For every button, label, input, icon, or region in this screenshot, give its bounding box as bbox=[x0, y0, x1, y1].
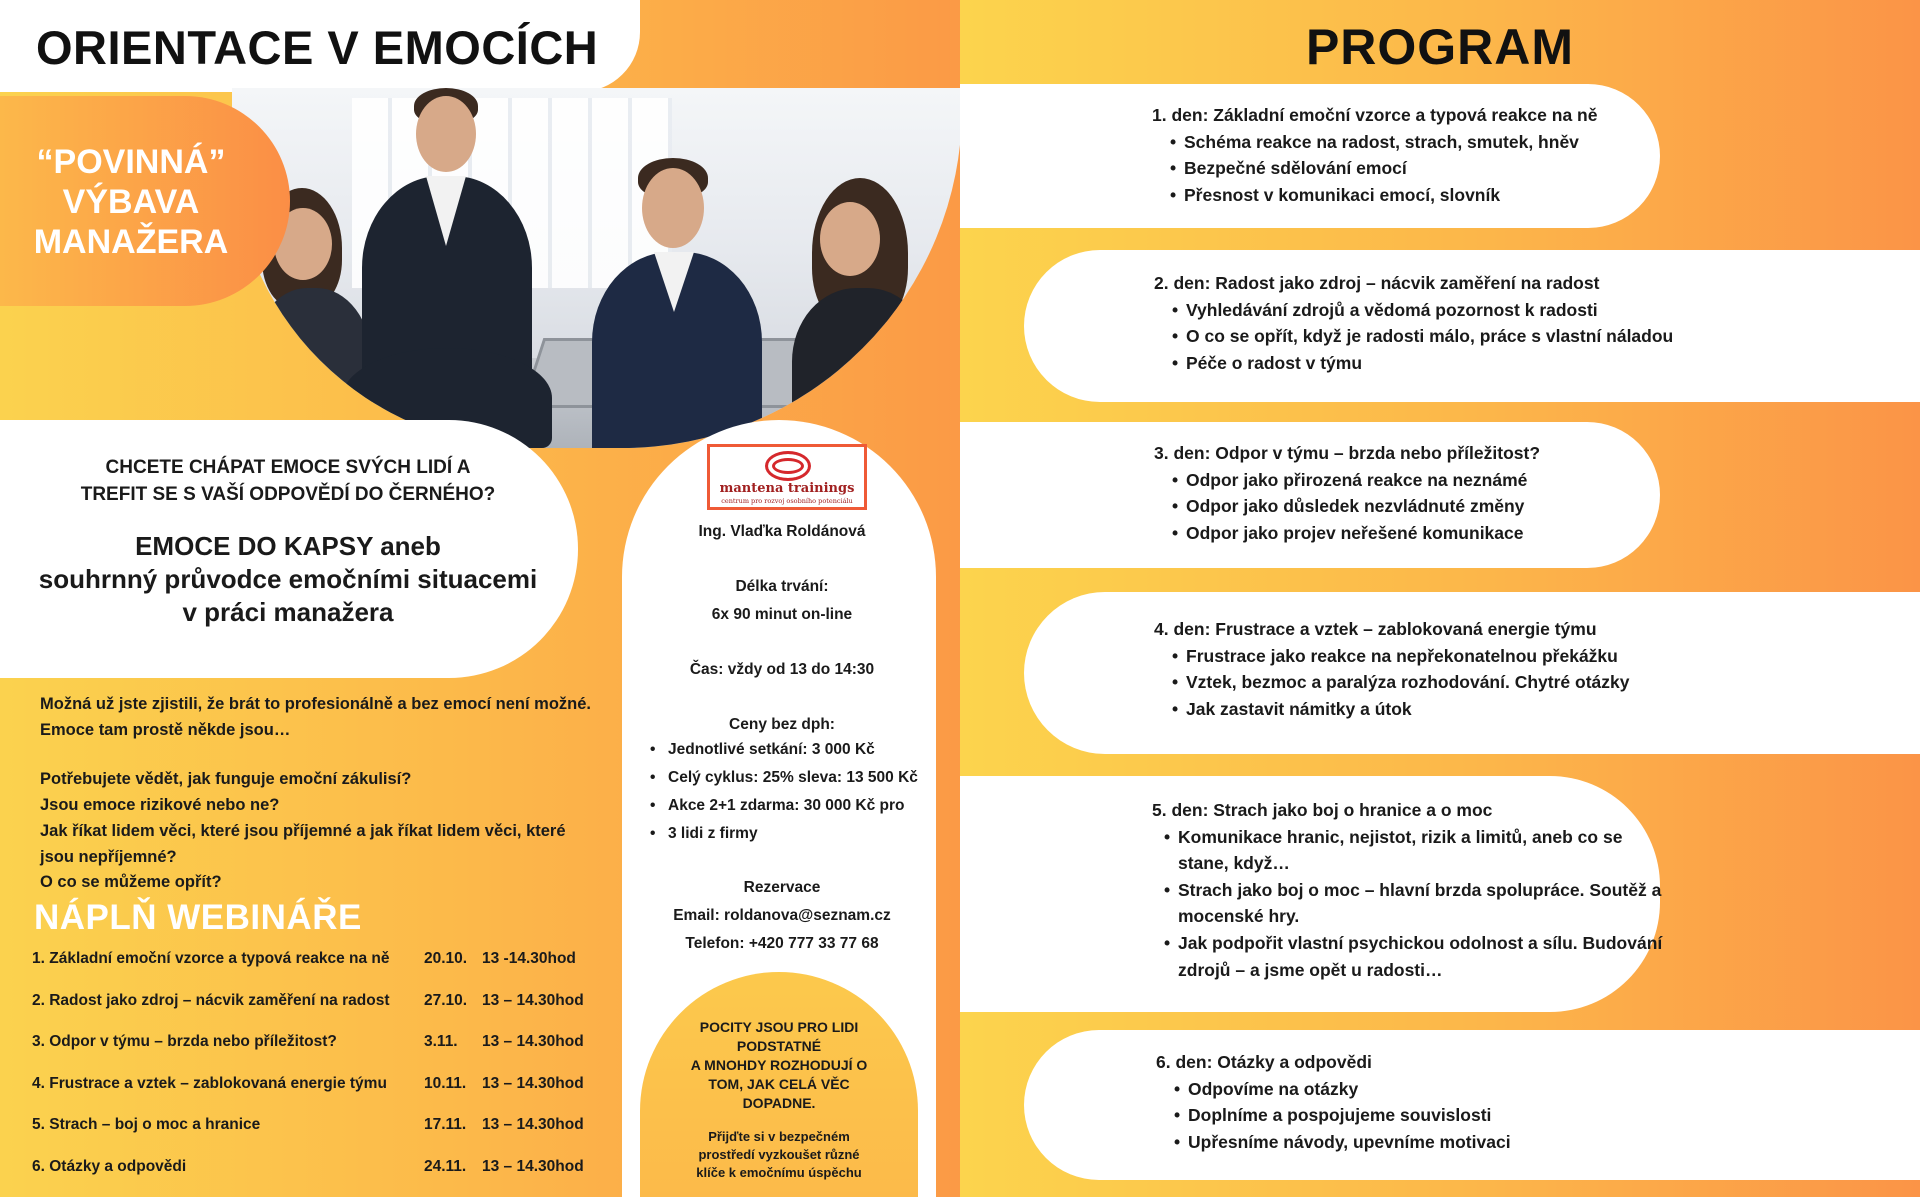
right-panel bbox=[960, 0, 1920, 1197]
day-heading: 6. den: Otázky a odpovědi bbox=[1156, 1052, 1372, 1072]
mantena-logo bbox=[707, 444, 867, 510]
day-heading: 2. den: Radost jako zdroj – nácvik zaměření na radost bbox=[1154, 273, 1600, 293]
price-list bbox=[648, 736, 938, 848]
day-item: • Vyhledávání zdrojů a vědomá pozornost k radosti bbox=[1172, 297, 1714, 324]
badge-line: VÝBAVA bbox=[62, 183, 200, 221]
schedule-row bbox=[32, 1075, 592, 1117]
guide-line: souhrnný průvodce emočními situacemi bbox=[38, 564, 538, 594]
schedule-topic: 2. Radost jako zdroj – nácvik zaměření na radost bbox=[32, 991, 390, 1009]
intro-line: Emoce tam prostě někde jsou… bbox=[40, 720, 291, 739]
price-item: • Jednotlivé setkání: 3 000 Kč bbox=[648, 736, 938, 764]
slogan-line: TOM, JAK CELÁ VĚC bbox=[708, 1076, 850, 1092]
schedule-row bbox=[32, 992, 592, 1034]
badge-line: “POVINNÁ” bbox=[36, 143, 226, 181]
slogan-line: DOPADNE. bbox=[742, 1095, 816, 1111]
question-line: TREFIT SE S VAŠÍ ODPOVĚDÍ DO ČERNÉHO? bbox=[80, 484, 496, 505]
intro-line: Možná už jste zjistili, že brát to profesionálně a bez emocí není možné. bbox=[40, 695, 592, 713]
invite-text bbox=[660, 1128, 898, 1182]
intro-line: Jak říkat lidem věci, které jsou příjemné a jak říkat lidem věci, které bbox=[40, 821, 566, 840]
price-item: • Celý cyklus: 25% sleva: 13 500 Kč bbox=[648, 764, 938, 792]
schedule-date: 17.11. bbox=[424, 1116, 467, 1134]
guide-title bbox=[18, 530, 558, 629]
schedule-topic: 6. Otázky a odpovědi bbox=[32, 1157, 187, 1175]
program-title: PROGRAM bbox=[1305, 19, 1575, 75]
schedule-time: 13 – 14.30hod bbox=[482, 1116, 584, 1134]
day-1 bbox=[1152, 102, 1672, 208]
schedule-date: 24.11. bbox=[424, 1157, 467, 1175]
time-info: Čas: vždy od 13 do 14:30 bbox=[689, 661, 875, 678]
day-item: • Vztek, bezmoc a paralýza rozhodování. Chytré otázky bbox=[1172, 669, 1694, 696]
person-woman-right bbox=[792, 178, 932, 448]
guide-line: EMOCE DO KAPSY aneb bbox=[135, 531, 441, 561]
intro-line: Jsou emoce rizikové nebo ne? bbox=[40, 796, 280, 815]
day-item: • Odpor jako důsledek nezvládnuté změny bbox=[1172, 493, 1654, 520]
invite-line: Přijďte si v bezpečném bbox=[708, 1129, 850, 1144]
schedule-row bbox=[32, 1116, 592, 1158]
headline-question bbox=[28, 454, 548, 508]
day-2 bbox=[1154, 270, 1714, 376]
phone-link[interactable]: Telefon: +420 777 33 77 68 bbox=[685, 935, 879, 952]
badge-line: MANAŽERA bbox=[33, 223, 229, 261]
day-item: • Jak podpořit vlastní psychickou odolnost a sílu. Budování zdrojů – a jsme opět u radosti… bbox=[1164, 930, 1672, 983]
duration-value: 6x 90 minut on-line bbox=[711, 606, 853, 623]
schedule-list bbox=[32, 950, 592, 1197]
schedule-topic: 5. Strach – boj o moc a hranice bbox=[32, 1116, 261, 1134]
intro-text bbox=[40, 692, 600, 896]
duration-label: Délka trvání: bbox=[735, 578, 829, 595]
slogan-line: PODSTATNÉ bbox=[736, 1038, 822, 1054]
day-item: • Frustrace jako reakce na nepřekonatelnou překážku bbox=[1172, 643, 1694, 670]
invite-line: prostředí vyzkoušet různé bbox=[698, 1147, 860, 1162]
day-item: • O co se opřít, když je radosti málo, práce s vlastní náladou bbox=[1172, 323, 1714, 350]
schedule-date: 27.10. bbox=[424, 991, 468, 1009]
logo-name: mantena trainings bbox=[719, 481, 855, 496]
spiral-icon bbox=[765, 451, 811, 481]
slogan bbox=[660, 1018, 898, 1113]
day-item: • Komunikace hranic, nejistot, rizik a limitů, aneb co se stane, když… bbox=[1164, 824, 1672, 877]
schedule-topic: 3. Odpor v týmu – brzda nebo příležitost? bbox=[32, 1033, 337, 1051]
day-heading: 4. den: Frustrace a vztek – zablokovaná energie týmu bbox=[1154, 619, 1597, 639]
day-item: • Jak zastavit námitky a útok bbox=[1172, 696, 1694, 723]
reservation-label: Rezervace bbox=[743, 879, 821, 896]
main-title: ORIENTACE V EMOCÍCH bbox=[36, 21, 599, 74]
day-item: • Doplníme a pospojujeme souvislosti bbox=[1174, 1102, 1636, 1129]
day-6 bbox=[1156, 1049, 1636, 1155]
course-info bbox=[640, 518, 924, 739]
day-item: • Přesnost v komunikaci emocí, slovník bbox=[1170, 182, 1672, 209]
schedule-time: 13 -14.30hod bbox=[482, 950, 576, 967]
schedule-row bbox=[32, 950, 592, 992]
prices-label: Ceny bez dph: bbox=[729, 716, 835, 733]
price-item: • Akce 2+1 zdarma: 30 000 Kč pro bbox=[648, 792, 938, 820]
intro-line: Potřebujete vědět, jak funguje emoční zákulisí? bbox=[40, 770, 412, 789]
invite-line: klíče k emočnímu úspěchu bbox=[696, 1165, 862, 1180]
day-item: • Odpor jako projev neřešené komunikace bbox=[1172, 520, 1654, 547]
day-heading: 5. den: Strach jako boj o hranice a o moc bbox=[1152, 800, 1493, 820]
day-heading: 3. den: Odpor v týmu – brzda nebo příležitost? bbox=[1154, 443, 1541, 463]
schedule-date: 3.11. bbox=[424, 1033, 458, 1051]
schedule-row bbox=[32, 1158, 592, 1197]
price-item-continued: • 3 lidi z firmy bbox=[648, 820, 938, 848]
day-3 bbox=[1154, 440, 1654, 546]
person-man-right bbox=[592, 158, 762, 448]
day-item: • Bezpečné sdělování emocí bbox=[1170, 155, 1672, 182]
schedule-row bbox=[32, 1033, 592, 1075]
day-item: • Strach jako boj o moc – hlavní brzda spolupráce. Soutěž a mocenské hry. bbox=[1164, 877, 1672, 930]
day-item: • Schéma reakce na radost, strach, smutek, hněv bbox=[1170, 129, 1672, 156]
slogan-line: A MNOHDY ROZHODUJÍ O bbox=[690, 1057, 868, 1073]
guide-line: v práci manažera bbox=[182, 597, 394, 627]
schedule-time: 13 – 14.30hod bbox=[482, 991, 584, 1009]
badge-text bbox=[0, 142, 262, 262]
question-line: CHCETE CHÁPAT EMOCE SVÝCH LIDÍ A bbox=[105, 457, 471, 478]
day-4 bbox=[1154, 616, 1694, 722]
schedule-date: 10.11. bbox=[424, 1074, 467, 1092]
meeting-photo bbox=[232, 88, 960, 448]
schedule-topic: 4. Frustrace a vztek – zablokovaná energie týmu bbox=[32, 1074, 387, 1092]
day-5 bbox=[1152, 797, 1672, 983]
slogan-line: POCITY JSOU PRO LIDI bbox=[699, 1019, 859, 1035]
webinar-content-title: NÁPLŇ WEBINÁŘE bbox=[34, 898, 362, 937]
logo-subtitle: centrum pro rozvoj osobního potenciálu bbox=[721, 497, 853, 505]
schedule-topic: 1. Základní emoční vzorce a typová reakce na ně bbox=[32, 950, 390, 967]
day-item: • Odpor jako přirozená reakce na neznámé bbox=[1172, 467, 1654, 494]
intro-line: O co se můžeme opřít? bbox=[40, 873, 222, 892]
schedule-time: 13 – 14.30hod bbox=[482, 1157, 584, 1175]
day-heading: 1. den: Základní emoční vzorce a typová reakce na ně bbox=[1152, 105, 1598, 125]
day-item: • Upřesníme návody, upevníme motivaci bbox=[1174, 1129, 1636, 1156]
schedule-time: 13 – 14.30hod bbox=[482, 1074, 584, 1092]
contact-info bbox=[640, 874, 924, 958]
trainer-name: Ing. Vlaďka Roldánová bbox=[698, 523, 866, 540]
schedule-date: 20.10. bbox=[424, 950, 468, 967]
person-meditating-man bbox=[342, 88, 552, 448]
email-link[interactable]: Email: roldanova@seznam.cz bbox=[673, 907, 891, 924]
day-item: • Odpovíme na otázky bbox=[1174, 1076, 1636, 1103]
schedule-time: 13 – 14.30hod bbox=[482, 1033, 584, 1051]
day-item: • Péče o radost v týmu bbox=[1172, 350, 1714, 377]
intro-line: jsou nepříjemné? bbox=[40, 847, 177, 866]
